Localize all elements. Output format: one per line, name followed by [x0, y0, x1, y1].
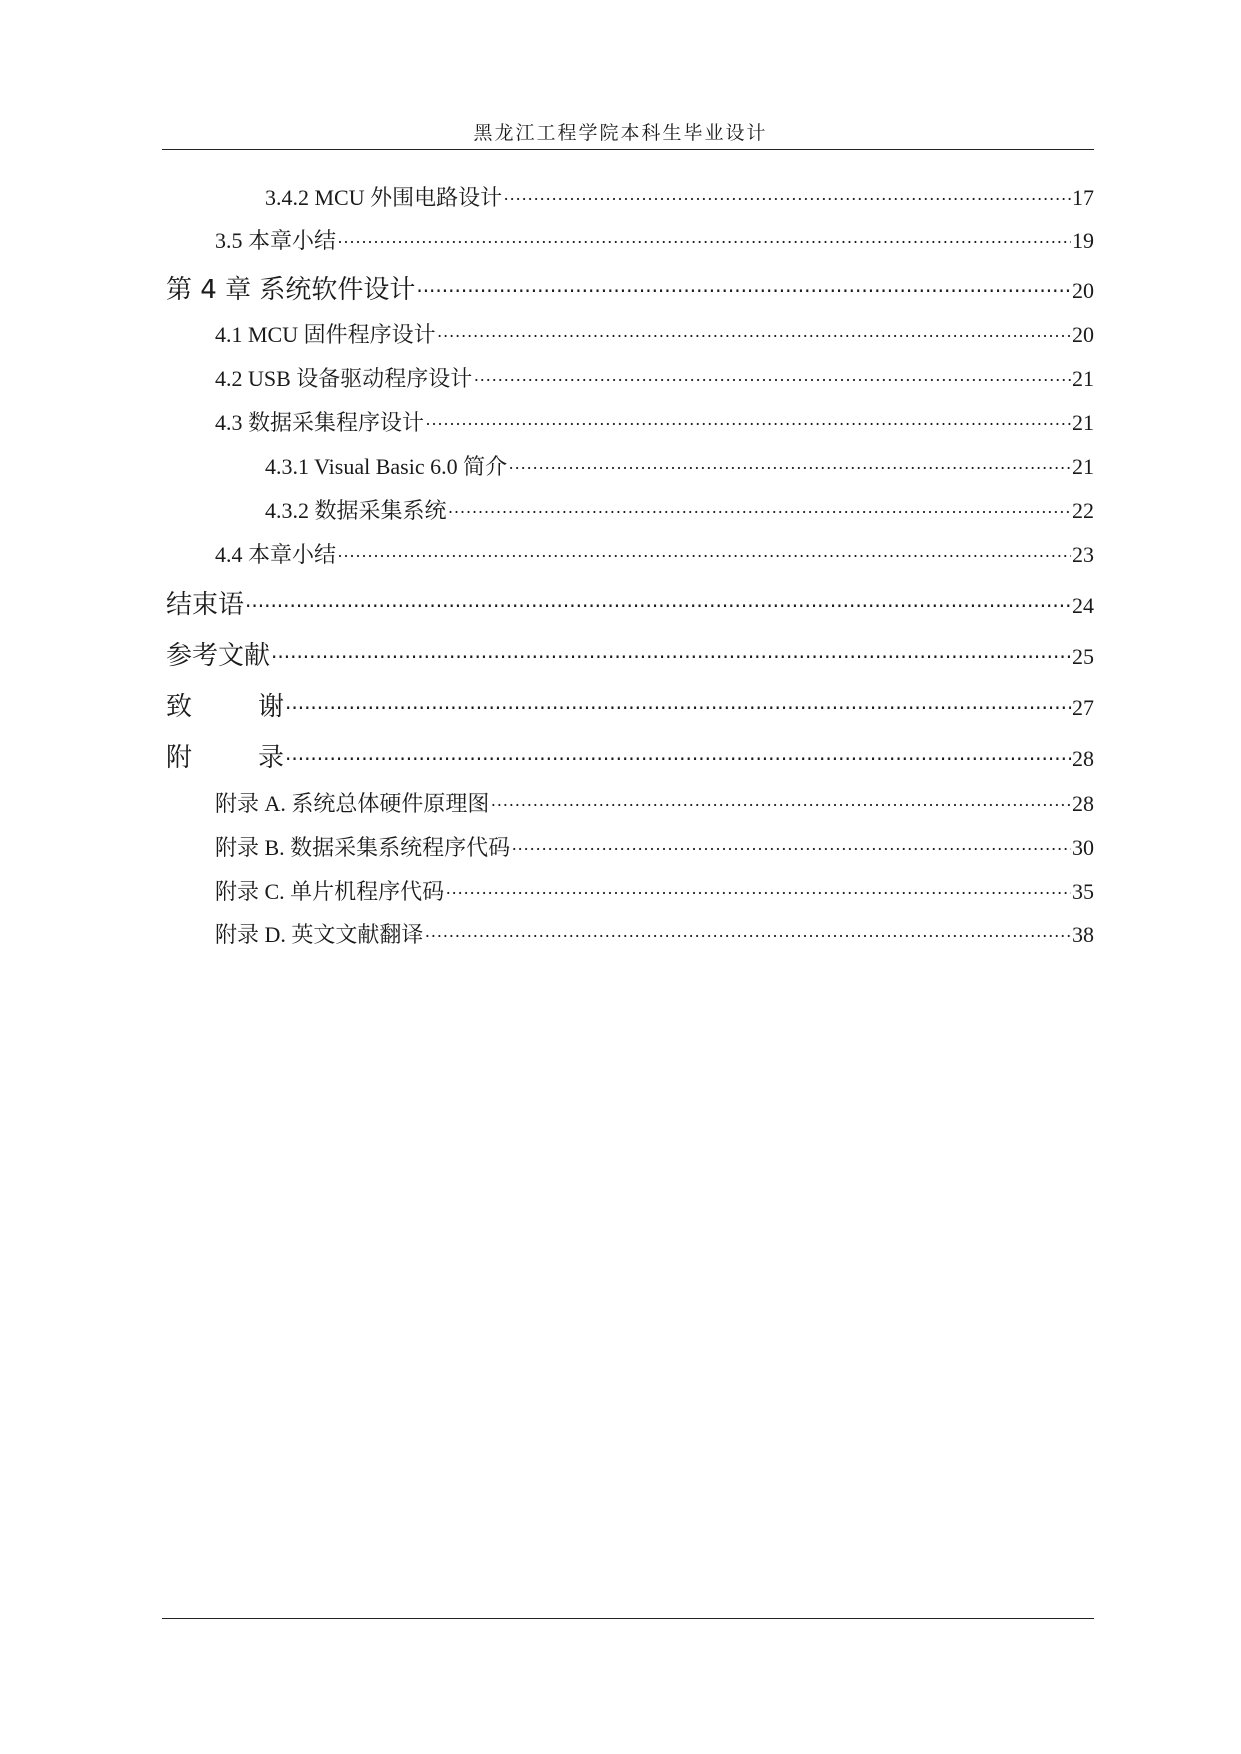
toc-entry-label: 4.3.2 数据采集系统 [265, 498, 447, 523]
toc-entry-page: 21 [1072, 454, 1094, 479]
toc-entry-label [166, 686, 284, 723]
toc-entry-label-part1: 附 [166, 743, 193, 773]
toc-entry-page: 21 [1072, 410, 1094, 435]
toc-entry-label: 3.5 本章小结 [215, 228, 337, 253]
toc-entry-page: 35 [1072, 879, 1094, 904]
toc-entry-label: 附录 B. 数据采集系统程序代码 [215, 835, 511, 860]
toc-entry-label-part2: 录 [257, 743, 284, 773]
toc-entry-chapter[interactable] [166, 737, 1094, 774]
toc-entry-page: 25 [1072, 644, 1094, 669]
leader-dots [424, 926, 1071, 947]
toc-entry-label: 4.3.1 Visual Basic 6.0 简介 [265, 454, 508, 479]
toc-entry-page: 38 [1072, 922, 1094, 947]
toc-entry-page: 28 [1072, 746, 1094, 771]
toc-entry-label-part2: 谢 [257, 692, 284, 722]
toc-entry[interactable] [215, 875, 1094, 906]
toc-entry-label: 结束语 [166, 590, 245, 620]
toc-entry-label: 4.1 MCU 固件程序设计 [215, 322, 436, 347]
toc-entry-label: 4.3 数据采集程序设计 [215, 410, 425, 435]
leader-dots [337, 232, 1071, 253]
toc-entry-label: 参考文献 [166, 641, 271, 671]
toc-entry[interactable] [215, 318, 1094, 349]
leader-dots [245, 594, 1071, 618]
footer-rule [162, 1618, 1094, 1619]
toc-entry-page: 20 [1072, 322, 1094, 347]
page-header-title: 黑龙江工程学院本科生毕业设计 [473, 122, 768, 144]
toc-entry-label: 4.2 USB 设备驱动程序设计 [215, 366, 473, 391]
toc-entry-page: 23 [1072, 542, 1094, 567]
toc-entry[interactable] [215, 787, 1094, 818]
toc-entry[interactable] [215, 362, 1094, 393]
toc-entry[interactable] [215, 918, 1094, 949]
toc-entry-label-part1: 致 [166, 692, 193, 722]
toc-entry[interactable] [215, 406, 1094, 437]
toc-entry-page: 27 [1072, 695, 1094, 720]
leader-dots [285, 747, 1071, 771]
leader-dots [271, 645, 1071, 669]
toc-entry[interactable] [215, 224, 1094, 255]
toc-entry[interactable] [215, 538, 1094, 569]
toc-entry-label: 3.4.2 MCU 外围电路设计 [265, 185, 503, 210]
leader-dots [425, 414, 1071, 435]
leader-dots [511, 839, 1071, 860]
toc-entry-page: 20 [1072, 278, 1094, 303]
toc-entry-page: 21 [1072, 366, 1094, 391]
toc-entry[interactable] [265, 494, 1094, 525]
toc-entry-chapter[interactable] [166, 269, 1094, 306]
toc-entry-page: 19 [1072, 228, 1094, 253]
leader-dots [337, 546, 1071, 567]
leader-dots [508, 458, 1071, 479]
toc-entry-label [166, 737, 284, 774]
leader-dots [473, 370, 1071, 391]
toc-entry-chapter[interactable] [166, 686, 1094, 723]
leader-dots [490, 795, 1071, 816]
toc-entry-label: 附录 A. 系统总体硬件原理图 [215, 791, 490, 816]
toc-entry-label: 第 4 章 系统软件设计 [166, 275, 416, 305]
toc-entry-label: 4.4 本章小结 [215, 542, 337, 567]
leader-dots [448, 502, 1071, 523]
toc-entry-page: 30 [1072, 835, 1094, 860]
toc-entry[interactable] [265, 181, 1094, 212]
leader-dots [437, 326, 1071, 347]
toc-entry-page: 24 [1072, 593, 1094, 618]
leader-dots [285, 696, 1071, 720]
toc-entry-chapter[interactable] [166, 635, 1094, 672]
toc-entry-label: 附录 D. 英文文献翻译 [215, 922, 424, 947]
toc-entry-page: 17 [1072, 185, 1094, 210]
leader-dots [445, 883, 1071, 904]
toc-entry-page: 28 [1072, 791, 1094, 816]
toc-entry-chapter[interactable] [166, 584, 1094, 621]
leader-dots [416, 279, 1071, 303]
leader-dots [503, 189, 1071, 210]
toc-entry-label: 附录 C. 单片机程序代码 [215, 879, 445, 904]
toc-entry-page: 22 [1072, 498, 1094, 523]
toc-entry[interactable] [215, 831, 1094, 862]
toc-entry[interactable] [265, 450, 1094, 481]
